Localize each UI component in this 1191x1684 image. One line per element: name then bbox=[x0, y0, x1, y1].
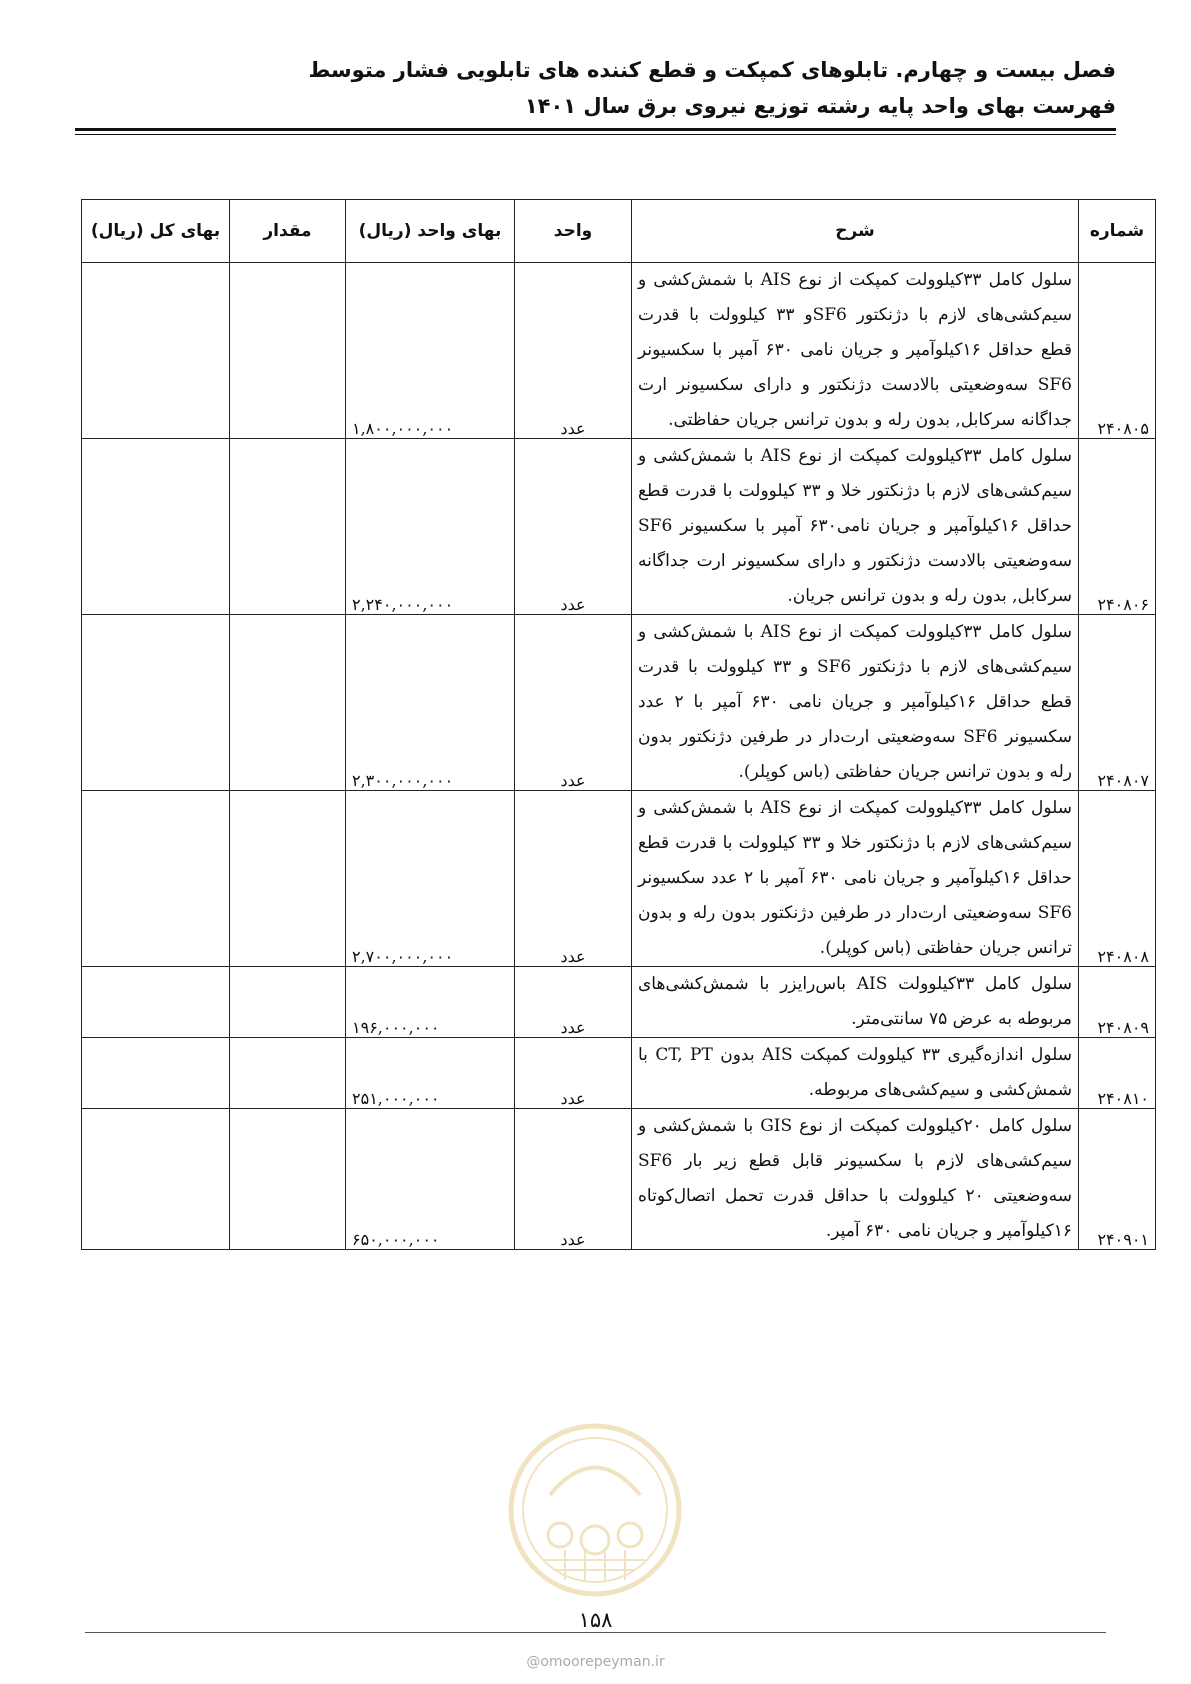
row-quantity bbox=[230, 967, 346, 1038]
row-unit-price: ۶۵۰,۰۰۰,۰۰۰ bbox=[346, 1109, 515, 1250]
row-unit: عدد bbox=[515, 967, 632, 1038]
col-quantity-header: مقدار bbox=[230, 200, 346, 263]
row-description: سلول کامل ۳۳کیلوولت کمپکت از نوع AIS با شمش‌کشی و سیم‌کشی‌های لازم با دژنکتور SF6و ۳۳ کیلوولت با قدرت قطع حداقل ۱۶کیلوآمپر و جریان نامی ۶۳۰ آمپر با سکسیونر SF6 سه‌وضعیتی بالادست دژنکتور و دارای سکسیونر ارت جداگانه سرکابل, بدون رله و بدون ترانس جریان حفاظتی. bbox=[632, 263, 1079, 439]
row-quantity bbox=[230, 1038, 346, 1109]
row-total-price bbox=[82, 1109, 230, 1250]
seal-icon bbox=[505, 1420, 685, 1600]
row-total-price bbox=[82, 791, 230, 967]
row-total-price bbox=[82, 263, 230, 439]
row-total-price bbox=[82, 615, 230, 791]
col-unit-header: واحد bbox=[515, 200, 632, 263]
col-total-price-header: بهای کل (ریال) bbox=[82, 200, 230, 263]
table-row bbox=[82, 263, 1156, 439]
col-number-header: شماره bbox=[1079, 200, 1156, 263]
table-row bbox=[82, 439, 1156, 615]
row-unit-price: ۲,۲۴۰,۰۰۰,۰۰۰ bbox=[346, 439, 515, 615]
row-unit-price: ۲,۳۰۰,۰۰۰,۰۰۰ bbox=[346, 615, 515, 791]
header-rule-thin bbox=[75, 134, 1116, 135]
col-description-header: شرح bbox=[632, 200, 1079, 263]
row-unit: عدد bbox=[515, 615, 632, 791]
table-row bbox=[82, 1109, 1156, 1250]
row-quantity bbox=[230, 615, 346, 791]
row-quantity bbox=[230, 263, 346, 439]
row-quantity bbox=[230, 439, 346, 615]
row-number: ۲۴۰۸۰۸ bbox=[1079, 791, 1156, 967]
row-number: ۲۴۰۸۱۰ bbox=[1079, 1038, 1156, 1109]
row-description: سلول کامل ۳۳کیلوولت کمپکت از نوع AIS با شمش‌کشی و سیم‌کشی‌های لازم با دژنکتور خلا و ۳۳ کیلوولت با قدرت قطع حداقل ۱۶کیلوآمپر و جریان نامی ۶۳۰ آمپر با ۲ عدد سکسیونر SF6 سه‌وضعیتی ارت‌دار در طرفین دژنکتور بدون رله و بدون ترانس جریان حفاظتی (باس کوپلر). bbox=[632, 791, 1079, 967]
row-unit-price: ۲,۷۰۰,۰۰۰,۰۰۰ bbox=[346, 791, 515, 967]
table-header-row bbox=[82, 200, 1156, 263]
row-unit-price: ۱,۸۰۰,۰۰۰,۰۰۰ bbox=[346, 263, 515, 439]
row-number: ۲۴۰۸۰۵ bbox=[1079, 263, 1156, 439]
watermark-logo bbox=[505, 1420, 685, 1600]
price-table bbox=[81, 199, 1156, 1250]
row-description: سلول کامل ۲۰کیلوولت کمپکت از نوع GIS با شمش‌کشی و سیم‌کشی‌های لازم با سکسیونر قابل قطع زیر بار SF6 سه‌وضعیتی ۲۰ کیلوولت با حداقل قدرت تحمل اتصال‌کوتاه ۱۶کیلوآمپر و جریان نامی ۶۳۰ آمپر. bbox=[632, 1109, 1079, 1250]
page-header bbox=[75, 52, 1116, 124]
row-unit: عدد bbox=[515, 1109, 632, 1250]
row-unit: عدد bbox=[515, 1038, 632, 1109]
chapter-title: فصل بیست و چهارم. تابلوهای کمپکت و قطع کننده های تابلویی فشار متوسط bbox=[308, 58, 1116, 82]
row-description: سلول اندازه‌گیری ۳۳ کیلوولت کمپکت AIS بدون CT, PT با شمش‌کشی و سیم‌کشی‌های مربوطه. bbox=[632, 1038, 1079, 1109]
header-rule-thick bbox=[75, 128, 1116, 131]
row-number: ۲۴۰۸۰۹ bbox=[1079, 967, 1156, 1038]
table-row bbox=[82, 967, 1156, 1038]
row-number: ۲۴۰۹۰۱ bbox=[1079, 1109, 1156, 1250]
row-total-price bbox=[82, 1038, 230, 1109]
row-number: ۲۴۰۸۰۷ bbox=[1079, 615, 1156, 791]
col-unit-price-header: بهای واحد (ریال) bbox=[346, 200, 515, 263]
row-description: سلول کامل ۳۳کیلوولت کمپکت از نوع AIS با شمش‌کشی و سیم‌کشی‌های لازم با دژنکتور SF6 و ۳۳ کیلوولت با قدرت قطع حداقل ۱۶کیلوآمپر و جریان نامی ۶۳۰ آمپر با ۲ عدد سکسیونر SF6 سه‌وضعیتی ارت‌دار در طرفین دژنکتور بدون رله و بدون ترانس جریان حفاظتی (باس کوپلر). bbox=[632, 615, 1079, 791]
row-quantity bbox=[230, 1109, 346, 1250]
page-number: ۱۵۸ bbox=[578, 1608, 613, 1632]
document-title: فهرست بهای واحد پایه رشته توزیع نیروی برق سال ۱۴۰۱ bbox=[524, 94, 1116, 118]
row-unit: عدد bbox=[515, 439, 632, 615]
row-total-price bbox=[82, 967, 230, 1038]
row-unit: عدد bbox=[515, 791, 632, 967]
table-row bbox=[82, 791, 1156, 967]
row-quantity bbox=[230, 791, 346, 967]
row-number: ۲۴۰۸۰۶ bbox=[1079, 439, 1156, 615]
row-unit: عدد bbox=[515, 263, 632, 439]
row-unit-price: ۱۹۶,۰۰۰,۰۰۰ bbox=[346, 967, 515, 1038]
footer-rule bbox=[85, 1632, 1106, 1633]
row-description: سلول کامل ۳۳کیلوولت کمپکت از نوع AIS با شمش‌کشی و سیم‌کشی‌های لازم با دژنکتور خلا و ۳۳ کیلوولت با قدرت قطع حداقل ۱۶کیلوآمپر و جریان نامی۶۳۰ آمپر با سکسیونر SF6 سه‌وضعیتی بالادست دژنکتور و دارای سکسیونر ارت جداگانه سرکابل, بدون رله و بدون ترانس جریان. bbox=[632, 439, 1079, 615]
row-total-price bbox=[82, 439, 230, 615]
table-row bbox=[82, 615, 1156, 791]
table-row bbox=[82, 1038, 1156, 1109]
row-unit-price: ۲۵۱,۰۰۰,۰۰۰ bbox=[346, 1038, 515, 1109]
site-url: @omoorepeyman.ir bbox=[526, 1654, 665, 1670]
row-description: سلول کامل ۳۳کیلوولت AIS باس‌رایزر با شمش‌کشی‌های مربوطه به عرض ۷۵ سانتی‌متر. bbox=[632, 967, 1079, 1038]
